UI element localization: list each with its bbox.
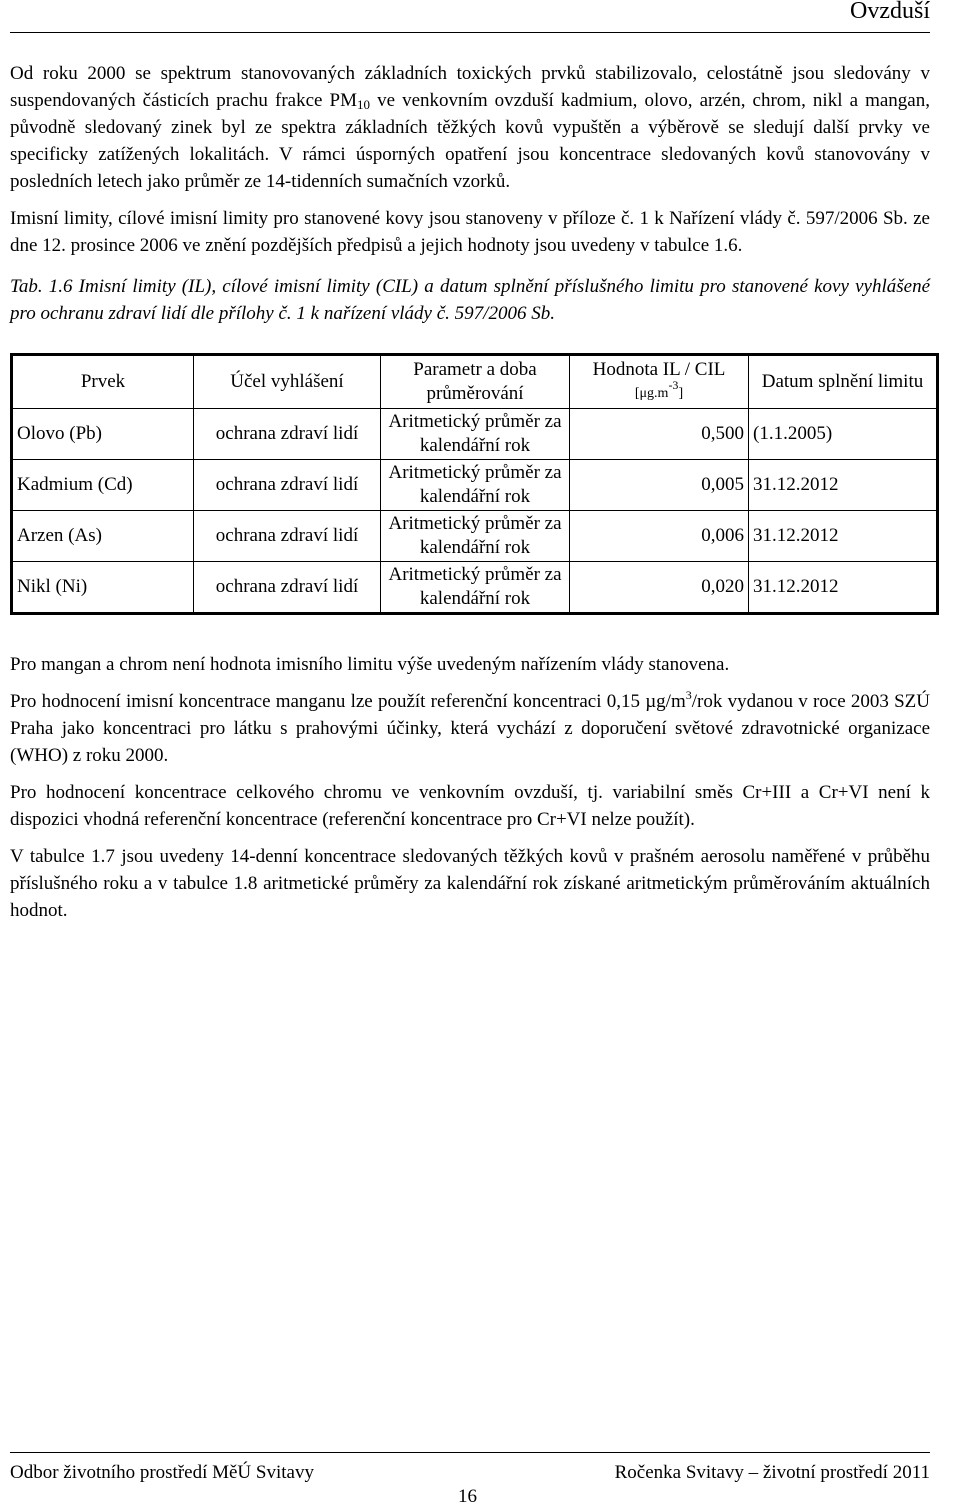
paragraph-intro-text-a: Od roku 2000 se spektrum stanovovaných základních toxických prvků stabilizovalo, celostátně jsou sledovány v suspendovaných částicích prachu frakce PM [10,63,930,111]
unit-exponent: 3 [685,688,692,702]
section-title: Ovzduší [850,0,930,24]
table-row [12,460,938,511]
cell-param: Aritmetický průměr za kalendářní rok [381,511,570,562]
header-hodnota [570,355,749,409]
cell-ucel: ochrana zdraví lidí [194,409,381,460]
header-ucel: Účel vyhlášení [194,355,381,409]
cell-param: Aritmetický průměr za kalendářní rok [381,409,570,460]
cell-hodnota: 0,006 [570,511,749,562]
cell-ucel: ochrana zdraví lidí [194,460,381,511]
limits-table [10,353,939,615]
paragraph-mangan [10,688,930,769]
cell-ucel: ochrana zdraví lidí [194,562,381,614]
cell-hodnota: 0,020 [570,562,749,614]
footer-department: Odbor životního prostředí MěÚ Svitavy [10,1462,314,1483]
header-prvek: Prvek [12,355,194,409]
cell-datum: 31.12.2012 [749,511,938,562]
cell-ucel: ochrana zdraví lidí [194,511,381,562]
cell-datum: (1.1.2005) [749,409,938,460]
paragraph-chrom: Pro hodnocení koncentrace celkového chromu ve venkovním ovzduší, tj. variabilní směs Cr+III a Cr+VI není k dispozici vhodná referenční koncentrace (referenční koncentrace pro Cr+VI nelze použít). [10,782,930,830]
paragraph-tables: V tabulce 1.7 jsou uvedeny 14-denní koncentrace sledovaných těžkých kovů v prašném aerosolu naměřené v průběhu příslušného roku a v tabulce 1.8 aritmetické průměry za kalendářní rok získané aritmetickým průměrováním aktuálních hodnot. [10,846,930,921]
unit-post: ] [678,386,684,401]
paragraph-limits: Imisní limity, cílové imisní limity pro stanovené kovy jsou stanoveny v příloze č. 1 k Nařízení vlády č. 597/2006 Sb. ze dne 12. prosince 2006 ve znění pozdějších předpisů a jejich hodnoty jsou uvedeny v tabulce 1.6. [10,208,930,256]
page-footer [10,1452,930,1509]
unit-pre: [μg.m [634,386,669,401]
cell-prvek: Kadmium (Cd) [12,460,194,511]
table-caption: Tab. 1.6 Imisní limity (IL), cílové imisní limity (CIL) a datum splnění příslušného limitu pro stanovené kovy vyhlášené pro ochranu zdraví lidí dle přílohy č. 1 k nařízení vlády č. 597/2006 Sb. [10,276,930,324]
footer-yearbook: Ročenka Svitavy – životní prostředí 2011 [614,1462,930,1483]
pm-subscript: 10 [357,97,370,112]
cell-hodnota: 0,005 [570,460,749,511]
page-header [10,0,930,33]
cell-datum: 31.12.2012 [749,460,938,511]
cell-param: Aritmetický průměr za kalendářní rok [381,460,570,511]
table-row [12,562,938,614]
paragraph-intro [10,60,930,195]
header-datum: Datum splnění limitu [749,355,938,409]
cell-hodnota: 0,500 [570,409,749,460]
document-body [10,60,930,934]
cell-prvek: Olovo (Pb) [12,409,194,460]
paragraph-mangan-chrom: Pro mangan a chrom není hodnota imisního limitu výše uvedeným nařízením vlády stanovena. [10,654,730,675]
cell-datum: 31.12.2012 [749,562,938,614]
header-hodnota-label: Hodnota IL / CIL [592,359,726,380]
paragraph-mangan-text-b: /rok vydanou v roce 2003 SZÚ Praha jako koncentraci pro látku s prahovými účinky, která vychází z doporučení světové zdravotnické organizace (WHO) z roku 2000. [10,691,930,766]
table-row [12,409,938,460]
paragraph-intro-text-b: ve venkovním ovzduší kadmium, olovo, arzén, chrom, nikl a mangan, původně sledovaný zinek byl ze spektra základních těžkých kovů vypuštěn a výběrově se sledují další prvky ve specificky zatížených lokalitách. V rámci úsporných opatření jsou koncentrace sledovaných kovů stanovovány v posledních letech jako průměr ze 14-tidenních sumačních vzorků. [10,90,930,192]
cell-prvek: Arzen (As) [12,511,194,562]
table-row [12,511,938,562]
header-unit [574,378,744,406]
table-header-row [12,355,938,409]
page-number: 16 [458,1486,477,1507]
cell-prvek: Nikl (Ni) [12,562,194,614]
header-param: Parametr a doba průměrování [381,355,570,409]
cell-param: Aritmetický průměr za kalendářní rok [381,562,570,614]
unit-sup: -3 [668,378,679,392]
paragraph-mangan-text-a: Pro hodnocení imisní koncentrace manganu lze použít referenční koncentraci 0,15 µg/m [10,691,686,712]
